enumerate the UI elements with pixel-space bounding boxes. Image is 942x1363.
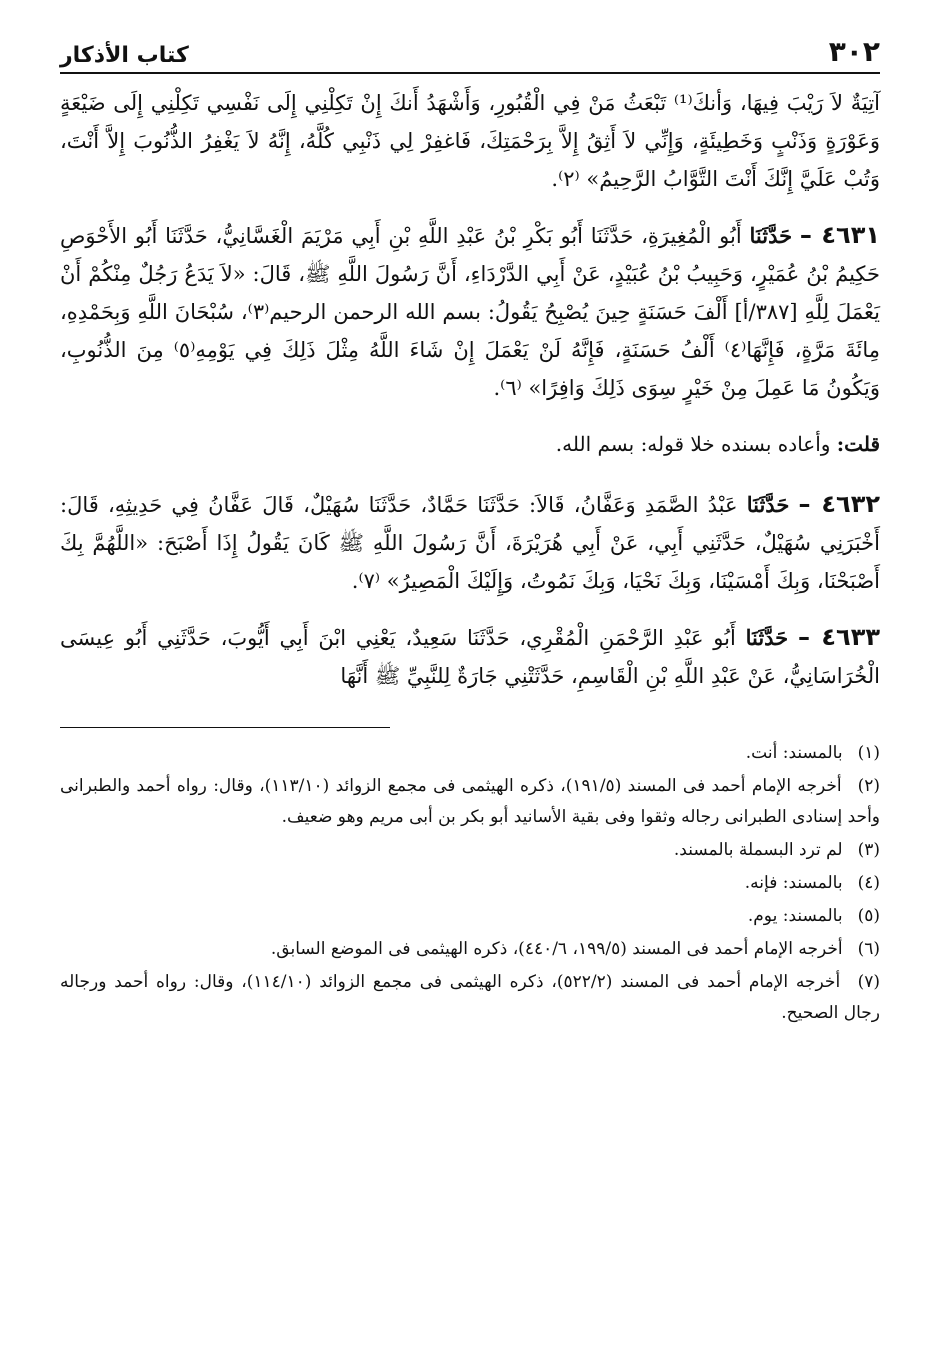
hadith-4632 [60, 485, 880, 600]
hadith-text: عَبْدُ الصَّمَدِ وَعَفَّانُ، قَالاَ: حَدَّثَنَا حَمَّادٌ، حَدَّثَنَا سُهَيْلٌ، قَالَ عَفَّانُ فِي حَدِيثِهِ، قَالَ: أَخْبَرَنِي سُهَيْلٌ، حَدَّثَنِي أَبِي، عَنْ أَبِي هُرَيْرَةَ، أَنَّ رَسُولَ اللَّهِ ﷺ كَانَ يَقُولُ إِذَا أَصْبَحَ: «اللَّهُمَّ بِكَ أَصْبَحْنَا، وَبِكَ أَمْسَيْنَا، وَبِكَ نَحْيَا، وَبِكَ نَمُوتُ، وَإِلَيْكَ الْمَصِيرُ» ⁽٧⁾. [60, 493, 880, 593]
footnote-number: (١) [857, 743, 880, 763]
hadith-4633 [60, 618, 880, 695]
hadith-number: ٤٦٣٣ – [797, 623, 880, 651]
footnote-text: بالمسند: فإنه. [744, 873, 843, 893]
footnote-number: (٢) [857, 776, 880, 796]
footnote-2 [60, 771, 880, 833]
hadith-text: أَبُو عَبْدِ الرَّحْمَنِ الْمُقْرِي، حَدَّثَنَا سَعِيدٌ، يَعْنِي ابْنَ أَبِي أَيُّوبَ، حَدَّثَنِي أَبُو عِيسَى الْخُرَاسَانِيُّ، عَنْ عَبْدِ اللَّهِ بْنِ الْقَاسِمِ، حَدَّثَتْنِي جَارَةٌ لِلنَّبِيِّ ﷺ أَنَّهَا [60, 626, 880, 688]
footnote-divider [60, 727, 390, 728]
footnote-6 [60, 934, 880, 965]
hadith-text: أَبُو الْمُغِيرَةِ، حَدَّثَنَا أَبُو بَكْرِ بْنُ عَبْدِ اللَّهِ بْنِ أَبِي مَرْيَمَ الْغَسَّانِيُّ، حَدَّثَنَا أَبُو الأَحْوَصِ حَكِيمُ بْنُ عُمَيْرٍ، وَحَبِيبُ بْنُ عُبَيْدٍ، عَنْ أَبِي الدَّرْدَاءِ، أَنَّ رَسُولَ اللَّهِ ﷺ، قَالَ: «لاَ يَدَعُ رَجُلٌ مِنْكُمْ أَنْ يَعْمَلَ لِلَّهِ [٣٨٧/أ] أَلْفَ حَسَنَةٍ حِينَ يُصْبِحُ يَقُولُ: بسم الله الرحمن الرحيم⁽٣⁾، سُبْحَانَ اللَّهِ وَبِحَمْدِهِ، مِائَةَ مَرَّةٍ، فَإِنَّهَا⁽٤⁾ أَلْفُ حَسَنَةٍ، فَإِنَّهُ لَنْ يَعْمَلَ إِنْ شَاءَ اللَّهُ مِثْلَ ذَلِكَ فِي يَوْمِهِ⁽٥⁾ مِنَ الذُّنُوبِ، وَيَكُونُ مَا عَمِلَ مِنْ خَيْرٍ سِوَى ذَلِكَ وَافِرًا» ⁽٦⁾. [60, 224, 880, 400]
footnote-number: (٣) [857, 840, 880, 860]
footnote-text: بالمسند: أنت. [745, 743, 843, 763]
editor-note-text: وأعاده بسنده خلا قوله: بسم الله. [555, 432, 831, 456]
footnote-text: أخرجه الإمام أحمد فى المسند (١٩٩/٥، ٤٤٠/٦)، ذكره الهيثمى فى الموضع السابق. [270, 939, 843, 959]
continued-paragraph [60, 84, 880, 198]
book-page [60, 28, 880, 1031]
footnote-text: لم ترد البسملة بالمسند. [673, 840, 843, 860]
page-header [60, 28, 880, 74]
hadith-lead: حَدَّثَنَا [746, 492, 790, 517]
footnote-1 [60, 738, 880, 769]
footnote-3 [60, 835, 880, 866]
continued-text: آتِيَةٌ لاَ رَيْبَ فِيهَا، وَأنكَ⁽¹⁾ تَبْعَثُ مَنْ فِي الْقُبُورِ، وَأَشْهَدُ أَنكَ إِنْ تَكِلْنِي إِلَى نَفْسِي تَكِلْنِي إِلَى ضَيْعَةٍ وَعَوْرَةٍ وَذَنْبٍ وَخَطِيئَةٍ، وَإِنِّي لاَ أَثِقُ إِلاَّ بِرَحْمَتِكَ، فَاغفِرْ لِي ذَنْبِي كُلَّهُ، إِنَّهُ لاَ يَغْفِرُ الذُّنُوبَ إِلاَّ أَنْتَ، وَتُبْ عَلَيَّ إِنَّكَ أَنْتَ التَّوَّابُ الرَّحِيمُ» ⁽٢⁾. [60, 91, 881, 191]
hadith-lead: حَدَّثَنَا [745, 625, 789, 650]
footnote-divider-wrap [60, 713, 880, 738]
footnote-number: (٤) [857, 873, 880, 893]
hadith-4631 [60, 216, 880, 407]
footnote-4 [60, 868, 880, 899]
hadith-number: ٤٦٣٢ – [798, 490, 880, 518]
editor-note-label: قلت: [836, 432, 880, 456]
footnotes [60, 738, 880, 1029]
main-text [60, 84, 880, 695]
footnote-number: (٧) [857, 972, 880, 992]
editor-note [60, 425, 880, 463]
footnote-5 [60, 901, 880, 932]
book-title: كتاب الأذكار [60, 43, 189, 68]
page-number: ٣٠٢ [828, 35, 880, 68]
footnote-7 [60, 967, 880, 1029]
footnote-text: أخرجه الإمام أحمد فى المسند (١٩١/٥)، ذكره الهيثمى فى مجمع الزوائد (١١٣/١٠)، وقال: رواه أحمد والطبرانى وأحد إسنادى الطبرانى رجاله وثقوا وفى بقية الأسانيد أبو بكر بن أبى مريم وهو ضعيف. [60, 776, 880, 827]
footnote-text: بالمسند: يوم. [747, 906, 843, 926]
footnote-number: (٦) [857, 939, 880, 959]
hadith-number: ٤٦٣١ – [799, 221, 880, 249]
footnote-number: (٥) [857, 906, 880, 926]
hadith-lead: حَدَّثَنَا [749, 223, 793, 248]
footnote-text: أخرجه الإمام أحمد فى المسند (٥٢٢/٢)، ذكره الهيثمى فى مجمع الزوائد (١١٤/١٠)، وقال: رواه أحمد ورجاله رجال الصحيح. [60, 972, 880, 1023]
